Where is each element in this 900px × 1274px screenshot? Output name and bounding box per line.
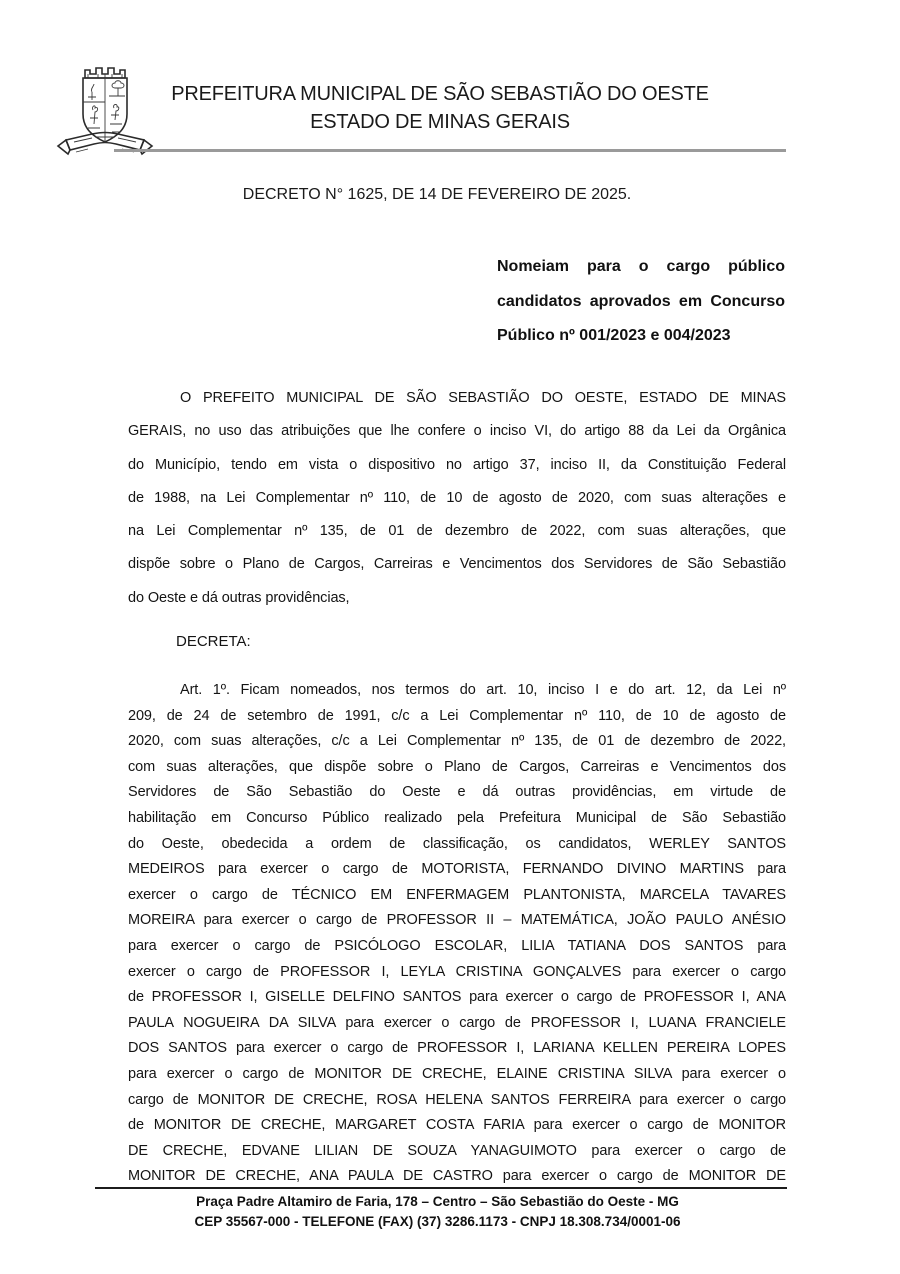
article-line: cargo de MONITOR DE CRECHE, ROSA HELENA SANTOS FERREIRA para exercer o cargo (128, 1091, 786, 1108)
article-line: para exercer o cargo de MONITOR DE CRECHE, ELAINE CRISTINA SILVA para exercer o (128, 1065, 786, 1082)
decree-summary (497, 250, 785, 354)
article-line: com suas alterações, que dispõe sobre o Plano de Cargos, Carreiras e Vencimentos dos (128, 758, 786, 775)
preamble-line: do Município, tendo em vista o dispositivo no artigo 37, inciso II, da Constituição Federal (128, 456, 786, 473)
article-line: Art. 1º. Ficam nomeados, nos termos do art. 10, inciso I e do art. 12, da Lei nº (180, 682, 786, 698)
summary-line: candidatos aprovados em Concurso (497, 292, 785, 310)
preamble-paragraph (128, 382, 786, 615)
header-org-name (100, 80, 780, 136)
org-name-line1: PREFEITURA MUNICIPAL DE SÃO SEBASTIÃO DO OESTE (171, 83, 709, 105)
summary-line: Nomeiam para o cargo público (497, 258, 785, 275)
article-line: do Oeste, obedecida a ordem de classificação, os candidatos, WERLEY SANTOS (128, 835, 786, 852)
article-line: exercer o cargo de PROFESSOR I, LEYLA CRISTINA GONÇALVES para exercer o cargo (128, 963, 786, 980)
summary-line: Público nº 001/2023 e 004/2023 (497, 327, 731, 344)
preamble-line: O PREFEITO MUNICIPAL DE SÃO SEBASTIÃO DO OESTE, ESTADO DE MINAS (180, 390, 786, 406)
article-line: Servidores de São Sebastião do Oeste e dá outras providências, em virtude de (128, 784, 786, 801)
article-line: exercer o cargo de TÉCNICO EM ENFERMAGEM PLANTONISTA, MARCELA TAVARES (128, 886, 786, 903)
article-line: MEDEIROS para exercer o cargo de MOTORISTA, FERNANDO DIVINO MARTINS para (128, 861, 786, 878)
article-line: MOREIRA para exercer o cargo de PROFESSOR II – MATEMÁTICA, JOÃO PAULO ANÉSIO (128, 912, 786, 929)
footer-divider (95, 1187, 787, 1189)
article-line: de MONITOR DE CRECHE, MARGARET COSTA FARIA para exercer o cargo de MONITOR (128, 1117, 786, 1134)
article-line: MONITOR DE CRECHE, ANA PAULA DE CASTRO para exercer o cargo de MONITOR DE (128, 1168, 786, 1185)
article-line: de PROFESSOR I, GISELLE DELFINO SANTOS para exercer o cargo de PROFESSOR I, ANA (128, 989, 786, 1006)
article-line: 209, de 24 de setembro de 1991, c/c a Lei Complementar nº 110, de 10 de agosto de (128, 707, 786, 724)
org-name-line2: ESTADO DE MINAS GERAIS (310, 111, 570, 133)
preamble-line: do Oeste e dá outras providências, (128, 589, 350, 606)
article-line: habilitação em Concurso Público realizado pela Prefeitura Municipal de São Sebastião (128, 809, 786, 826)
header-divider (114, 149, 786, 152)
footer-address: Praça Padre Altamiro de Faria, 178 – Centro – São Sebastião do Oeste - MG (196, 1194, 679, 1209)
decree-title: DECRETO N° 1625, DE 14 DE FEVEREIRO DE 2025. (242, 186, 632, 203)
article-line: DOS SANTOS para exercer o cargo de PROFESSOR I, LARIANA KELLEN PEREIRA LOPES (128, 1040, 786, 1057)
article-1-paragraph (128, 678, 786, 1190)
footer (100, 1192, 775, 1232)
preamble-line: GERAIS, no uso das atribuições que lhe confere o inciso VI, do artigo 88 da Lei da Orgânica (128, 423, 786, 440)
preamble-line: na Lei Complementar nº 135, de 01 de dezembro de 2022, com suas alterações, que (128, 523, 786, 540)
decreta-label: DECRETA: (176, 633, 251, 650)
preamble-line: de 1988, na Lei Complementar nº 110, de 10 de agosto de 2020, com suas alterações e (128, 489, 786, 506)
article-line: DE CRECHE, EDVANE LILIAN DE SOUZA YANAGUIMOTO para exercer o cargo de (128, 1142, 786, 1159)
article-line: para exercer o cargo de PSICÓLOGO ESCOLAR, LILIA TATIANA DOS SANTOS para (128, 937, 786, 954)
preamble-line: dispõe sobre o Plano de Cargos, Carreiras e Vencimentos dos Servidores de São Sebastião (128, 556, 786, 573)
footer-contact: CEP 35567-000 - TELEFONE (FAX) (37) 3286.1173 - CNPJ 18.308.734/0001-06 (194, 1214, 681, 1229)
article-line: PAULA NOGUEIRA DA SILVA para exercer o cargo de PROFESSOR I, LUANA FRANCIELE (128, 1014, 786, 1031)
article-line: 2020, com suas alterações, c/c a Lei Complementar nº 135, de 01 de dezembro de 2022, (128, 733, 786, 750)
